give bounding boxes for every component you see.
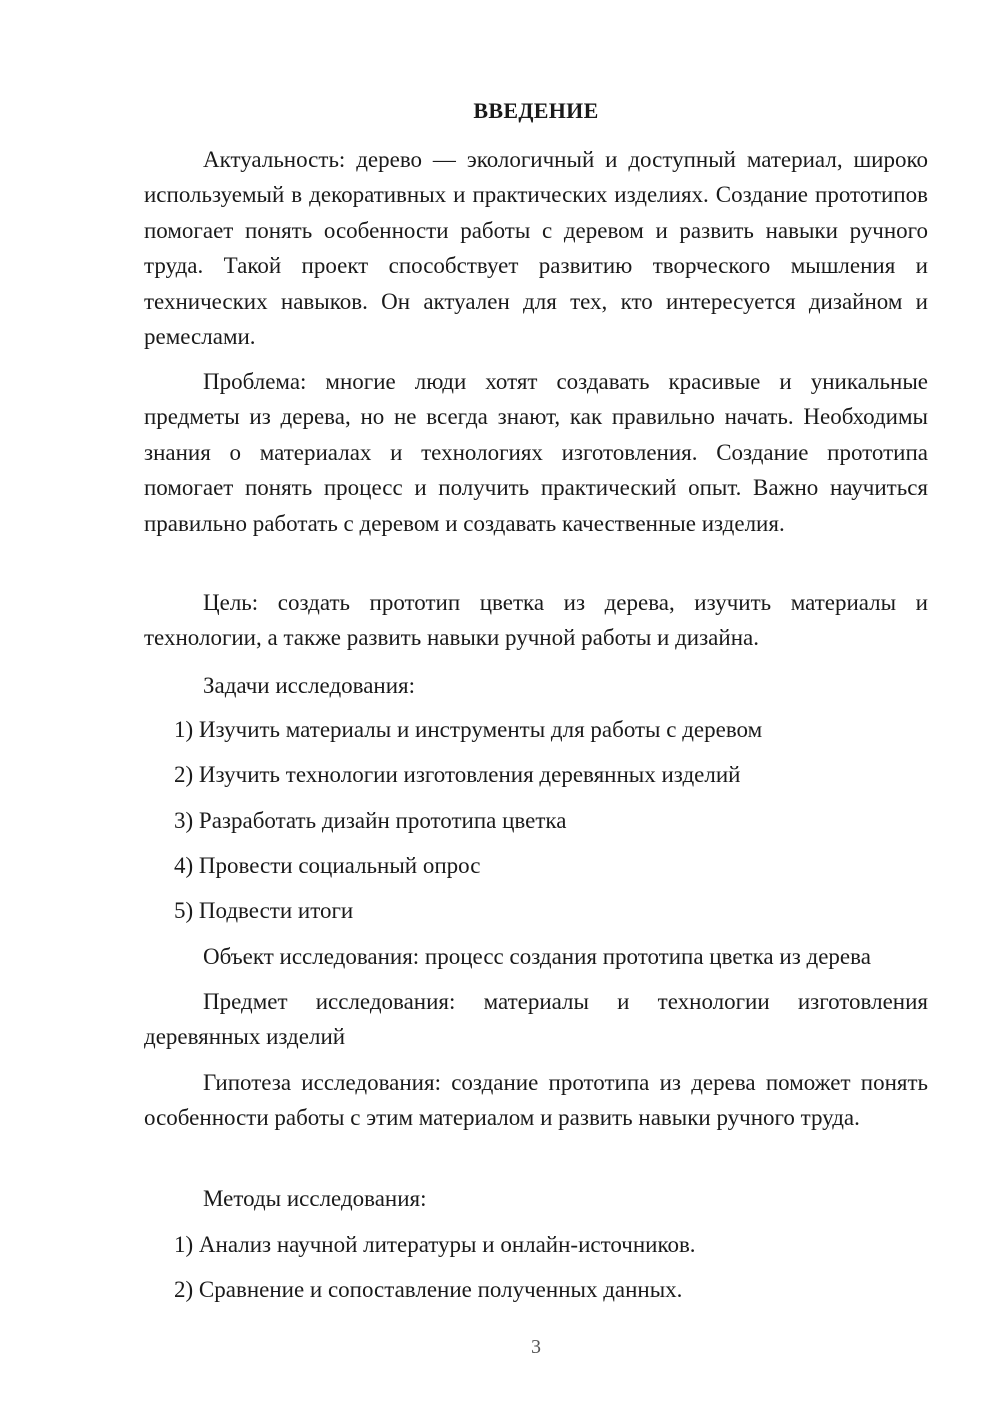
task-item: 1) Изучить материалы и инструменты для работы с деревом: [174, 717, 763, 742]
task-item: 2) Изучить технологии изготовления деревянных изделий: [174, 762, 741, 787]
goal-paragraph: Цель: создать прототип цветка из дерева, изучить материалы и технологии, а также развить навыки ручной работы и дизайна.: [144, 590, 928, 651]
object-paragraph: Объект исследования: процесс создания прототипа цветка из дерева: [203, 944, 871, 969]
subject-paragraph: Предмет исследования: материалы и технологии изготовления деревянных изделий: [144, 989, 928, 1050]
method-item: 1) Анализ научной литературы и онлайн-источников.: [174, 1232, 696, 1257]
hypothesis-paragraph: Гипотеза исследования: создание прототипа из дерева поможет понять особенности работы с этим материалом и развить навыки ручного труда.: [144, 1070, 928, 1131]
page-title: ВВЕДЕНИЕ: [473, 98, 599, 123]
tasks-heading: Задачи исследования:: [203, 673, 416, 698]
task-item: 5) Подвести итоги: [174, 898, 354, 923]
task-item: 4) Провести социальный опрос: [174, 853, 481, 878]
methods-heading: Методы исследования:: [203, 1186, 427, 1211]
page-number: 3: [531, 1336, 541, 1358]
task-item: 3) Разработать дизайн прототипа цветка: [174, 808, 567, 833]
relevance-paragraph: Актуальность: дерево — экологичный и доступный материал, широко используемый в декоративных и практических изделиях. Создание прототипов помогает понять особенности работы с деревом и развить навыки ручного труда. Такой проект способствует развитию творческого мышления и технических навыков. Он актуален для тех, кто интересуется дизайном и ремеслами.: [144, 147, 928, 350]
problem-paragraph: Проблема: многие люди хотят создавать красивые и уникальные предметы из дерева, но не всегда знают, как правильно начать. Необходимы знания о материалах и технологиях изготовления. Создание прототипа помогает понять процесс и получить практический опыт. Важно научиться правильно работать с деревом и создавать качественные изделия.: [144, 369, 928, 536]
method-item: 2) Сравнение и сопоставление полученных данных.: [174, 1277, 683, 1302]
